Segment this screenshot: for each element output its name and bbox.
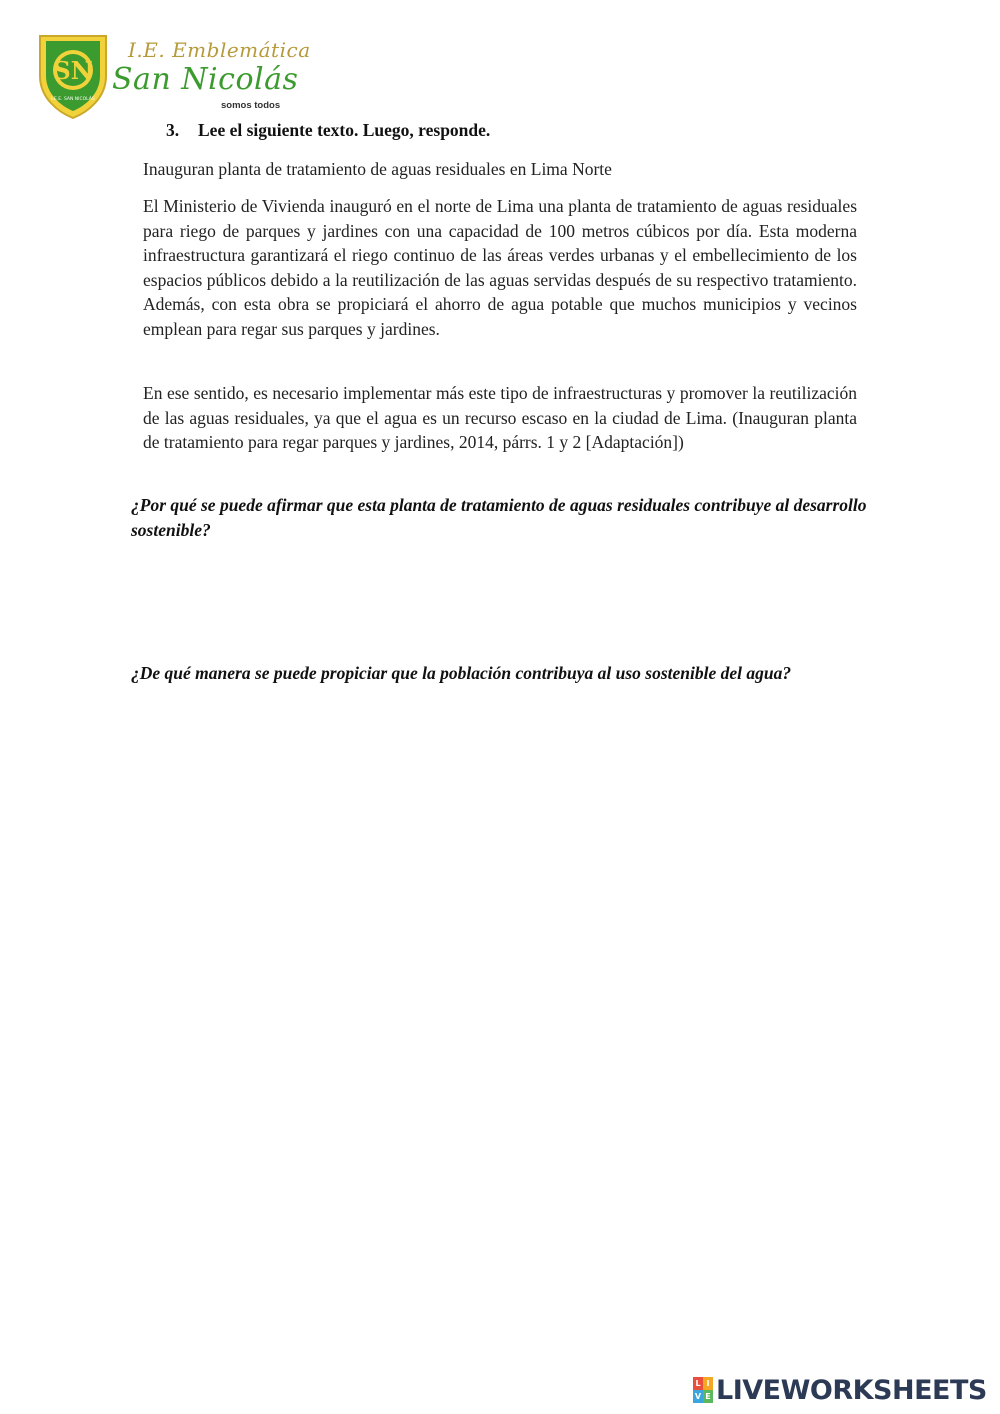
live-grid-cell: L xyxy=(693,1377,703,1390)
live-grid-cell: E xyxy=(703,1390,713,1403)
school-tagline: somos todos xyxy=(221,100,281,111)
question-2: ¿De qué manera se puede propiciar que la población contribuya al uso sostenible del agua? xyxy=(131,663,792,683)
liveworksheets-brand: LIVEWORKSHEETS xyxy=(716,1374,987,1406)
question-1: ¿Por qué se puede afirmar que esta planta de tratamiento de aguas residuales contribuye al desarrollo sostenible? xyxy=(131,495,867,540)
article-title: Inauguran planta de tratamiento de aguas residuales en Lima Norte xyxy=(143,159,612,179)
school-shield-logo xyxy=(36,30,110,120)
article-paragraph-2: En ese sentido, es necesario implementar más este tipo de infraestructuras y promover la reutilización de las aguas residuales, ya que el agua es un recurso escaso en la ciudad de Lima. (Inauguran planta de tratamiento para regar parques y jardines, 2014, párrs. 1 y 2 [Adaptación]) xyxy=(143,383,857,452)
liveworksheets-footer xyxy=(693,1374,987,1406)
live-grid-icon xyxy=(693,1377,713,1403)
live-grid-cell: V xyxy=(694,1392,702,1401)
task-number: 3. xyxy=(166,120,180,140)
article-paragraph-1: El Ministerio de Vivienda inauguró en el norte de Lima una planta de tratamiento de aguas residuales para riego de parques y jardines con una capacidad de 100 metros cúbicos por día. Esta moderna infraestructura garantizará el riego continuo de las áreas verdes urbanas y el embellecimiento de los espacios públicos debido a la reutilización de las aguas servidas después de su respectivo tratamiento. Además, con esta obra se propiciará el ahorro de agua potable que muchos municipios y vecinos emplean para regar sus parques y jardines. xyxy=(143,196,857,339)
shield-text: I.E.E. SAN NICOLÁS xyxy=(51,97,95,102)
school-name-line1: I.E. Emblemática xyxy=(128,38,311,62)
shield-monogram: SN xyxy=(53,56,93,85)
task-heading xyxy=(166,120,490,141)
live-grid-cell: I xyxy=(703,1377,713,1390)
task-instruction: Lee el siguiente texto. Luego, responde. xyxy=(198,120,491,140)
school-name-line2: San Nicolás xyxy=(112,62,299,97)
